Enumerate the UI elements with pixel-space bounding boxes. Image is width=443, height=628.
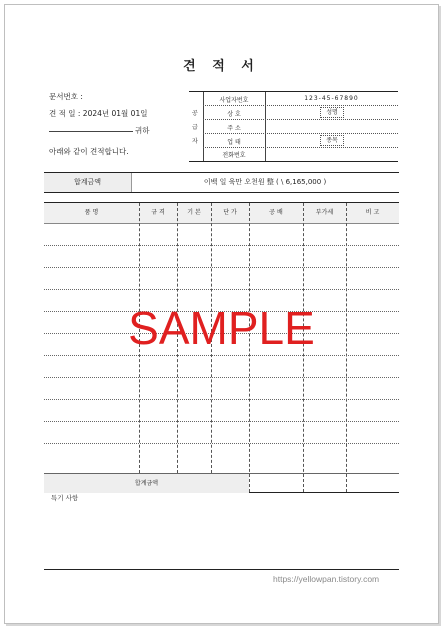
- divider: [265, 92, 266, 161]
- row-divider: [44, 311, 399, 312]
- address-label: 주 소: [227, 125, 241, 132]
- supplier-side-label: [189, 92, 203, 161]
- column-divider: [303, 203, 304, 492]
- intro-text: 아래와 같이 견적합니다.: [49, 147, 129, 156]
- column-divider: [346, 203, 347, 492]
- column-divider: [139, 203, 140, 473]
- reg-number-label: 사업자번호: [219, 97, 249, 104]
- divider: [203, 133, 398, 134]
- sum-row: [44, 473, 399, 493]
- row-divider: [44, 443, 399, 444]
- total-value: 이백 일 육만 오천원 整 ( \ 6,165,000 ): [203, 178, 327, 186]
- company-label: 상 호: [227, 111, 241, 118]
- column-divider: [249, 203, 250, 492]
- row-divider: [44, 267, 399, 268]
- col-header-vat: 부가세: [315, 209, 334, 216]
- divider: [203, 105, 398, 106]
- phone-label: 전화번호: [222, 152, 246, 159]
- doc-number-label: 문서번호 :: [49, 92, 83, 101]
- remarks-label: 특기 사항: [51, 494, 79, 502]
- row-divider: [44, 289, 399, 290]
- sample-watermark: SAMPLE: [128, 302, 315, 354]
- col-header-supply: 공 배: [269, 209, 283, 216]
- recipient-suffix: 귀하: [135, 126, 150, 135]
- business-item-label: 종목: [320, 135, 344, 146]
- business-type-label: 업 태: [227, 139, 241, 146]
- name-label: 성명: [320, 107, 344, 118]
- column-divider: [177, 203, 178, 473]
- item-table: [44, 202, 399, 493]
- supplier-table: [189, 91, 398, 162]
- side-label-char: 자: [192, 138, 198, 145]
- footer-divider: [44, 569, 399, 570]
- row-divider: [44, 421, 399, 422]
- side-label-char: 공: [192, 110, 198, 117]
- document-title: 견 적 서: [183, 59, 260, 74]
- divider: [203, 119, 398, 120]
- total-label: 합계금액: [44, 173, 132, 192]
- total-amount-bar: [44, 172, 399, 193]
- col-header-unit-price: 단 가: [223, 209, 237, 216]
- col-header-base: 기 본: [187, 209, 201, 216]
- col-header-item: 품 명: [84, 209, 99, 216]
- row-divider: [44, 245, 399, 246]
- footer-url: https://yellowpan.tistory.com: [273, 574, 380, 584]
- row-divider: [44, 399, 399, 400]
- column-divider: [211, 203, 212, 473]
- reg-number-value: 123-45-67890: [304, 95, 359, 102]
- col-header-note: 비 고: [365, 209, 380, 216]
- row-divider: [44, 355, 399, 356]
- side-label-char: 급: [192, 124, 198, 131]
- sum-label: 합계금액: [44, 474, 249, 493]
- row-divider: [44, 333, 399, 334]
- quote-date: 견 적 일 : 2024년 01월 01일: [49, 109, 148, 118]
- recipient-line: [49, 131, 133, 132]
- col-header-spec: 규 격: [151, 209, 165, 216]
- divider: [203, 147, 398, 148]
- row-divider: [44, 377, 399, 378]
